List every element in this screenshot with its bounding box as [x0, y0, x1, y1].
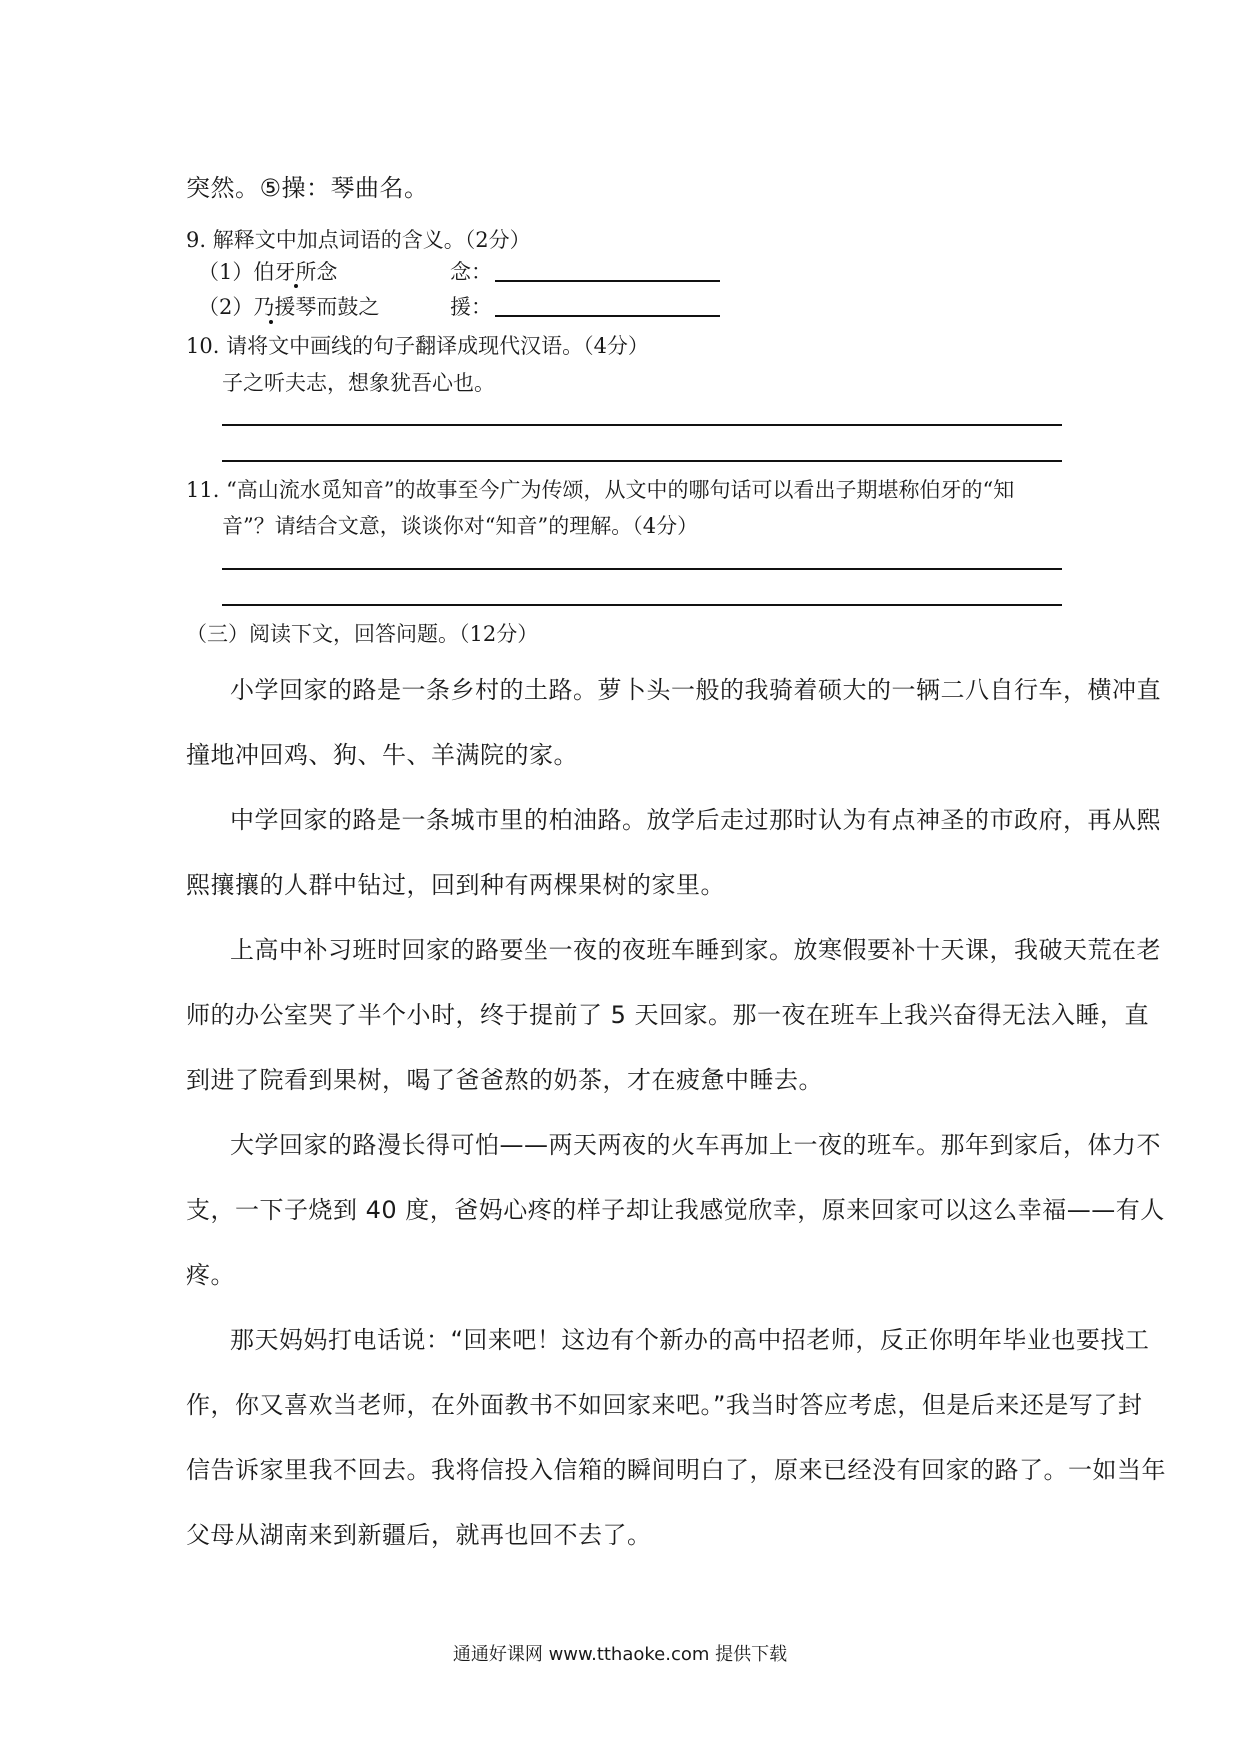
passage-line: 撞地冲回鸡、狗、牛、羊满院的家。	[186, 741, 578, 769]
passage-line: 师的办公室哭了半个小时，终于提前了 5 天回家。那一夜在班车上我兴奋得无法入睡，直	[186, 1001, 1150, 1029]
passage-line: 到进了院看到果树，喝了爸爸熬的奶茶，才在疲惫中睡去。	[186, 1066, 823, 1094]
question-10-stem: 10. 请将文中画线的句子翻译成现代汉语。（4分）	[186, 334, 649, 358]
passage-line: 父母从湖南来到新疆后，就再也回不去了。	[186, 1521, 652, 1549]
passage-line: 支，一下子烧到 40 度，爸妈心疼的样子却让我感觉欣幸，原来回家可以这么幸福——有人	[186, 1196, 1165, 1224]
passage-line: 熙攘攘的人群中钻过，回到种有两棵果树的家里。	[186, 871, 725, 899]
question-10-sentence: 子之听夫志，想象犹吾心也。	[222, 371, 495, 395]
passage-line: 上高中补习班时回家的路要坐一夜的夜班车睡到家。放寒假要补十天课，我破天荒在老	[230, 936, 1161, 964]
passage-line: 中学回家的路是一条城市里的柏油路。放学后走过那时认为有点神圣的市政府，再从熙	[230, 806, 1161, 834]
question-11-line-2: 音”？请结合文意，谈谈你对“知音”的理解。（4分）	[222, 514, 699, 538]
question-9-answer-line-2[interactable]	[495, 315, 720, 317]
emphasis-dot	[294, 284, 298, 288]
question-9-item-2-key: 援：	[450, 295, 492, 319]
passage-line: 那天妈妈打电话说：“回来吧！这边有个新办的高中招老师，反正你明年毕业也要找工	[230, 1326, 1150, 1354]
question-9-item-1-label: （1）伯牙所念	[198, 260, 338, 284]
question-10-answer-line-2[interactable]	[222, 460, 1062, 462]
question-9-stem: 9. 解释文中加点词语的含义。（2分）	[186, 228, 531, 252]
passage-line: 疼。	[186, 1261, 235, 1289]
page-footer: 通通好课网 www.tthaoke.com 提供下载	[452, 1644, 788, 1665]
annotation-note-tail: 突然。⑤操：琴曲名。	[186, 174, 429, 202]
passage-line: 大学回家的路漫长得可怕——两天两夜的火车再加上一夜的班车。那年到家后，体力不	[230, 1131, 1161, 1159]
question-11-answer-line-1[interactable]	[222, 568, 1062, 570]
question-11-line-1: 11. “高山流水觅知音”的故事至今广为传颂，从文中的哪句话可以看出子期堪称伯牙的“知	[186, 478, 1015, 502]
question-11-answer-line-2[interactable]	[222, 604, 1062, 606]
question-9-answer-line-1[interactable]	[495, 280, 720, 282]
passage-line: 作，你又喜欢当老师，在外面教书不如回家来吧。”我当时答应考虑，但是后来还是写了封	[186, 1391, 1143, 1419]
passage-line: 小学回家的路是一条乡村的土路。萝卜头一般的我骑着硕大的一辆二八自行车，横冲直	[230, 676, 1161, 704]
passage-line: 信告诉家里我不回去。我将信投入信箱的瞬间明白了，原来已经没有回家的路了。一如当年	[186, 1456, 1166, 1484]
question-10-answer-line-1[interactable]	[222, 424, 1062, 426]
emphasis-dot	[269, 320, 273, 324]
section-3-heading: （三）阅读下文，回答问题。（12分）	[186, 622, 539, 646]
question-9-item-1-key: 念：	[450, 260, 492, 284]
question-9-item-2-label: （2）乃援琴而鼓之	[198, 295, 380, 319]
